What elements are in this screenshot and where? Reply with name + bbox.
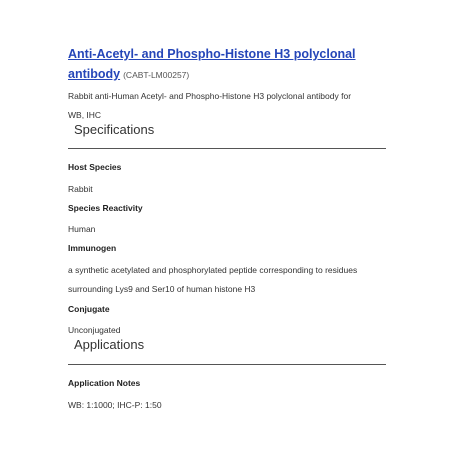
specifications-divider xyxy=(68,148,386,149)
product-title xyxy=(68,44,356,85)
immunogen-value-line2: surrounding Lys9 and Ser10 of human histone H3 xyxy=(68,284,256,294)
specifications-heading: Specifications xyxy=(74,122,155,137)
application-notes-value: WB: 1:1000; IHC-P: 1:50 xyxy=(68,400,162,410)
species-reactivity-value: Human xyxy=(68,224,96,234)
applications-divider xyxy=(68,364,386,365)
species-reactivity-label: Species Reactivity xyxy=(68,203,143,213)
conjugate-label: Conjugate xyxy=(68,304,110,314)
product-description xyxy=(68,83,386,123)
product-title-link[interactable]: Anti-Acetyl- and Phospho-Histone H3 polyclonal xyxy=(68,47,356,61)
product-title-line2 xyxy=(68,64,356,85)
catalog-number: (CABT-LM00257) xyxy=(123,70,190,80)
applications-heading: Applications xyxy=(74,337,145,352)
immunogen-label: Immunogen xyxy=(68,243,117,253)
description-line1: Rabbit anti-Human Acetyl- and Phospho-Histone H3 polyclonal antibody for xyxy=(68,91,352,101)
conjugate-value: Unconjugated xyxy=(68,325,121,335)
description-line2: WB, IHC xyxy=(68,110,102,120)
immunogen-value-line1: a synthetic acetylated and phosphorylated peptide corresponding to residues xyxy=(68,265,358,275)
product-title-line1 xyxy=(68,44,356,64)
product-title-link-continued[interactable]: antibody xyxy=(68,67,121,81)
host-species-value: Rabbit xyxy=(68,184,93,194)
application-notes-label: Application Notes xyxy=(68,378,141,388)
host-species-label: Host Species xyxy=(68,162,122,172)
